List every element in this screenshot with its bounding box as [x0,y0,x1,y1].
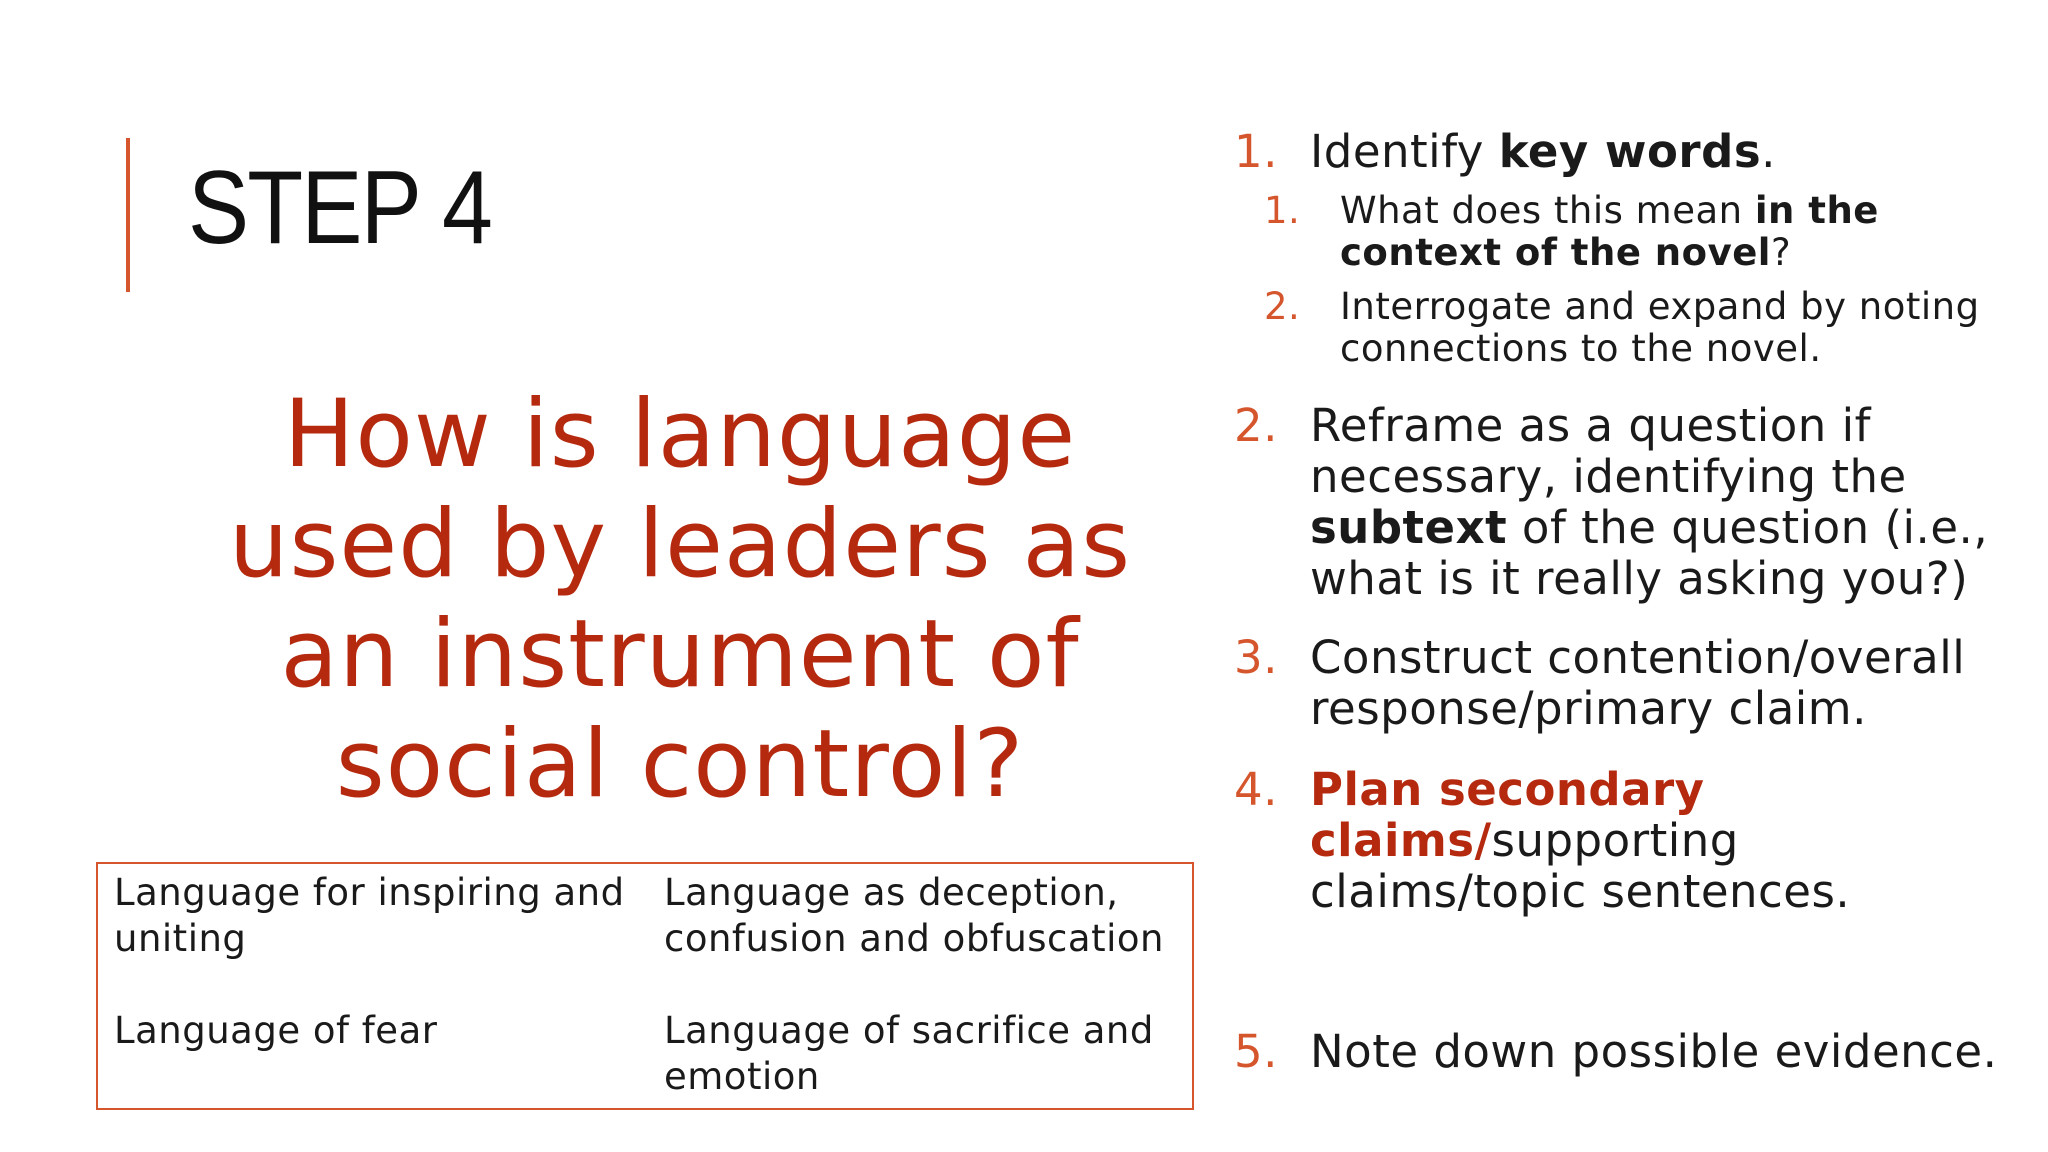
step-text: Identify key words. [1310,125,1776,178]
title-accent-bar [126,138,130,292]
theme-item: Language of fear [114,1009,438,1052]
themes-box [96,862,1194,1110]
step-number: 5. [1234,1025,1278,1078]
theme-item: Language for inspiring and uniting [114,871,625,960]
step-number: 3. [1234,631,1278,684]
step-text: Plan secondary claims/supporting claims/topic sentences. [1310,763,1851,918]
step-number: 1. [1234,125,1278,178]
slide-title: STEP 4 [188,150,492,266]
step-text: Construct contention/overall response/primary claim. [1310,631,1966,735]
step-number: 2. [1234,399,1278,452]
step-text: Note down possible evidence. [1310,1025,1998,1078]
step-text: Reframe as a question if necessary, identifying the subtext of the question (i.e., what is it really asking you?) [1310,399,1989,605]
substep-number: 2. [1264,285,1301,328]
theme-item: Language as deception, confusion and obfuscation [664,871,1164,960]
step-number: 4. [1234,763,1278,816]
substep-text: What does this mean in the context of the novel? [1340,189,1879,274]
substep-text: Interrogate and expand by noting connections to the novel. [1340,285,1980,370]
theme-item: Language of sacrifice and emotion [664,1009,1154,1098]
substep-number: 1. [1264,189,1301,232]
essay-question: How is language used by leaders as an instrument of social control? [228,380,1132,819]
